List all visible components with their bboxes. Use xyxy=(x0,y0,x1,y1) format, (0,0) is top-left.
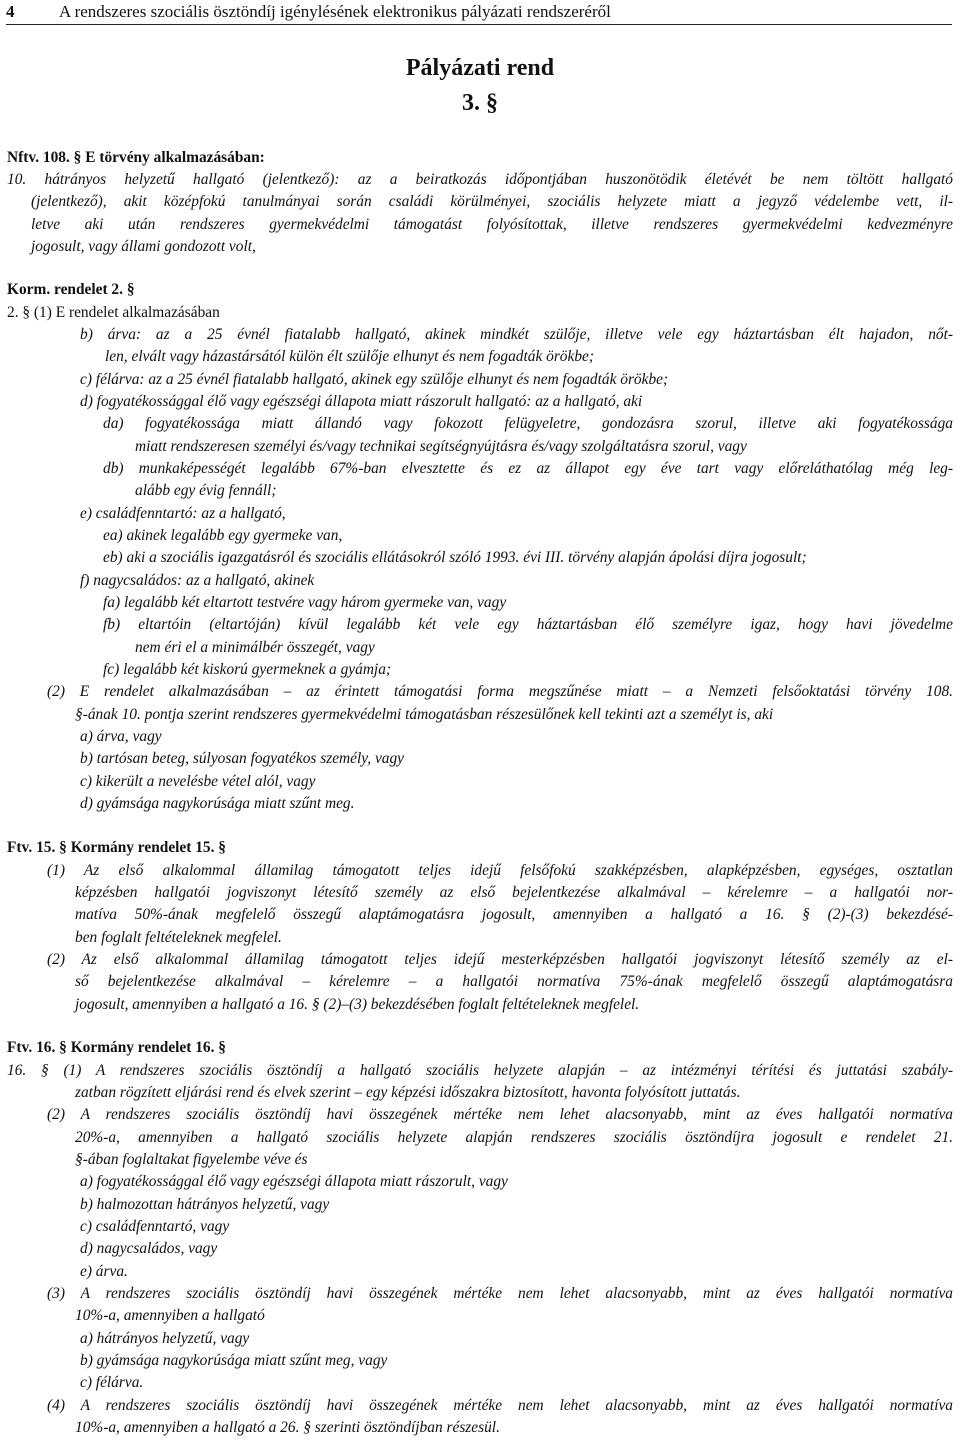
text-line: (2) Az első alkalommal államilag támogatott teljes idejű mesterképzésben hallgatói jogviszonyt létesítő személy az el- xyxy=(47,951,953,968)
text-line: da) fogyatékossága miatt állandó vagy fokozott felügyeletre, gondozásra szorul, illetve aki fogyatékossága xyxy=(103,415,953,432)
text-line: §-ában foglaltakat figyelembe véve és xyxy=(75,1151,308,1168)
text-line: jogosult, amennyiben a hallgató a 16. § (2)–(3) bekezdésében foglalt feltételeknek megfelel. xyxy=(75,996,640,1013)
section-heading: Ftv. 16. § Kormány rendelet 16. § xyxy=(7,1039,227,1056)
section-heading: Ftv. 15. § Kormány rendelet 15. § xyxy=(7,839,227,856)
text-line: 20%-a, amennyiben a hallgató szociális helyzete alapján rendszeres szociális ösztöndíjra jogosult e rendelet 21. xyxy=(75,1129,953,1146)
text-line: 10%-a, amennyiben a hallgató xyxy=(75,1307,265,1324)
text-line: c) félárva: az a 25 évnél fiatalabb hallgató, akinek egy szülője elhunyt és nem fogadták örökbe; xyxy=(80,371,669,388)
text-line: (2) E rendelet alkalmazásában – az érintett támogatási forma megszűnése miatt – a Nemzeti felsőoktatási törvény 108. xyxy=(47,683,953,700)
text-line: (4) A rendszeres szociális ösztöndíj havi összegének mértéke nem lehet alacsonyabb, mint az éves hallgatói normatíva xyxy=(47,1397,953,1414)
text-line: (1) Az első alkalommal államilag támogatott teljes idejű felsőfokú szakképzésben, alapképzésben, egységes, osztatlan xyxy=(47,862,953,879)
running-header xyxy=(6,0,952,25)
text-line: a) hátrányos helyzetű, vagy xyxy=(80,1330,250,1347)
text-line: 16. § (1) A rendszeres szociális ösztöndíj a hallgató szociális helyzete alapján – az intézményi térítési és juttatási szabály- xyxy=(7,1062,953,1079)
text-line: (jelentkező), akit középfokú tanulmányai során családi körülményei, szociális helyzete miatt a jegyző védelembe vett, il- xyxy=(31,193,953,210)
running-title: A rendszeres szociális ösztöndíj igénylésének elektronikus pályázati rendszeréről xyxy=(59,2,611,21)
text-line: 10. hátrányos helyzetű hallgató (jelentkező): az a beiratkozás időpontjában huszonötödik életévét be nem töltött hallgató xyxy=(7,171,953,188)
text-line: ea) akinek legalább egy gyermeke van, xyxy=(103,527,343,544)
page-number: 4 xyxy=(6,2,15,21)
section-heading: Nftv. 108. § E törvény alkalmazásában: xyxy=(7,149,265,166)
text-line: db) munkaképességét legalább 67%-ban elvesztette és ez az állapot egy éve tart vagy előreláthatólag még leg- xyxy=(103,460,953,477)
text-line: miatt rendszeresen személyi és/vagy technikai segítségnyújtásra és/vagy szolgáltatásra szorul, vagy xyxy=(135,438,747,455)
text-line: alább egy évig fennáll; xyxy=(135,482,277,499)
text-line: fc) legalább két kiskorú gyermeknek a gyámja; xyxy=(103,661,392,678)
text-line: fa) legalább két eltartott testvére vagy három gyermeke van, vagy xyxy=(103,594,507,611)
text-line: (2) A rendszeres szociális ösztöndíj havi összegének mértéke nem lehet alacsonyabb, mint az éves hallgatói normatíva xyxy=(47,1106,953,1123)
text-line: d) nagycsaládos, vagy xyxy=(80,1240,218,1257)
text-line: képzésben hallgatói jogviszonyt létesítő személy az első bejelentkezése alkalmával – kérelemre – a hallgatói nor- xyxy=(75,884,953,901)
text-line: e) árva. xyxy=(80,1263,128,1280)
text-line: ben foglalt feltételeknek megfelel. xyxy=(75,929,282,946)
section-heading: Korm. rendelet 2. § xyxy=(7,281,135,298)
section-number: 3. § xyxy=(462,90,498,116)
text-line: e) családfenntartó: az a hallgató, xyxy=(80,505,286,522)
text-line: nem éri el a minimálbér összegét, vagy xyxy=(135,639,375,656)
text-line: len, elvált vagy házastársától külön élt szülője elhunyt és nem fogadták örökbe; xyxy=(105,348,594,365)
text-line: ső bejelentkezése alkalmával – kérelemre – a hallgatói normatíva 75%-ának megfelelő összegű alaptámogatásra xyxy=(75,973,953,990)
text-line: letve aki után rendszeres gyermekvédelmi támogatást folyósítottak, illetve rendszeres gyermekvédelmi kedvezményre xyxy=(31,216,953,233)
text-line: c) félárva. xyxy=(80,1374,144,1391)
text-line: b) árva: az a 25 évnél fiatalabb hallgató, akinek mindkét szülője, illetve vele egy háztartásban élt hajadon, nőt- xyxy=(80,326,953,343)
section-title: Pályázati rend xyxy=(405,55,555,81)
text-line: fb) eltartóin (eltartóján) kívül legalább két vele egy háztartásban élő személyre igaz, hogy havi jövedelme xyxy=(103,616,953,633)
text-line: d) fogyatékossággal élő vagy egészségi állapota miatt rászorult hallgató: az a hallgató, aki xyxy=(80,393,643,410)
text-line: zatban rögzített eljárási rend és elvek szerint – egy képzési időszakra biztosított, havonta folyósított juttatás. xyxy=(75,1084,741,1101)
text-line: b) halmozottan hátrányos helyzetű, vagy xyxy=(80,1196,330,1213)
text-line: a) fogyatékossággal élő vagy egészségi állapota miatt rászorult, vagy xyxy=(80,1173,508,1190)
text-line: §-ának 10. pontja szerint rendszeres gyermekvédelmi támogatásban részesülőnek kell tekinti azt a személyt is, aki xyxy=(75,706,774,723)
text-line: matíva 50%-ának megfelelő összegű alaptámogatásra jogosult, amennyiben a hallgató a 16. § (2)-(3) bekezdésé- xyxy=(75,906,953,923)
text-line: eb) aki a szociális igazgatásról és szociális ellátásokról szóló 1993. évi III. törvény alapján ápolási díjra jogosult; xyxy=(103,549,807,566)
text-line: c) családfenntartó, vagy xyxy=(80,1218,230,1235)
text-line: d) gyámsága nagykorúsága miatt szűnt meg. xyxy=(80,795,355,812)
text-line: c) kikerült a nevelésbe vétel alól, vagy xyxy=(80,773,316,790)
text-line: (3) A rendszeres szociális ösztöndíj havi összegének mértéke nem lehet alacsonyabb, mint az éves hallgatói normatíva xyxy=(47,1285,953,1302)
text-line: b) tartósan beteg, súlyosan fogyatékos személy, vagy xyxy=(80,750,404,767)
text-line: a) árva, vagy xyxy=(80,728,162,745)
text-line: jogosult, vagy állami gondozott volt, xyxy=(31,238,256,255)
text-line: f) nagycsaládos: az a hallgató, akinek xyxy=(80,572,315,589)
text-line: b) gyámsága nagykorúsága miatt szűnt meg, vagy xyxy=(80,1352,388,1369)
text-line: 2. § (1) E rendelet alkalmazásában xyxy=(7,304,220,321)
text-line: 10%-a, amennyiben a hallgató a 26. § szerinti ösztöndíjban részesül. xyxy=(75,1419,500,1436)
